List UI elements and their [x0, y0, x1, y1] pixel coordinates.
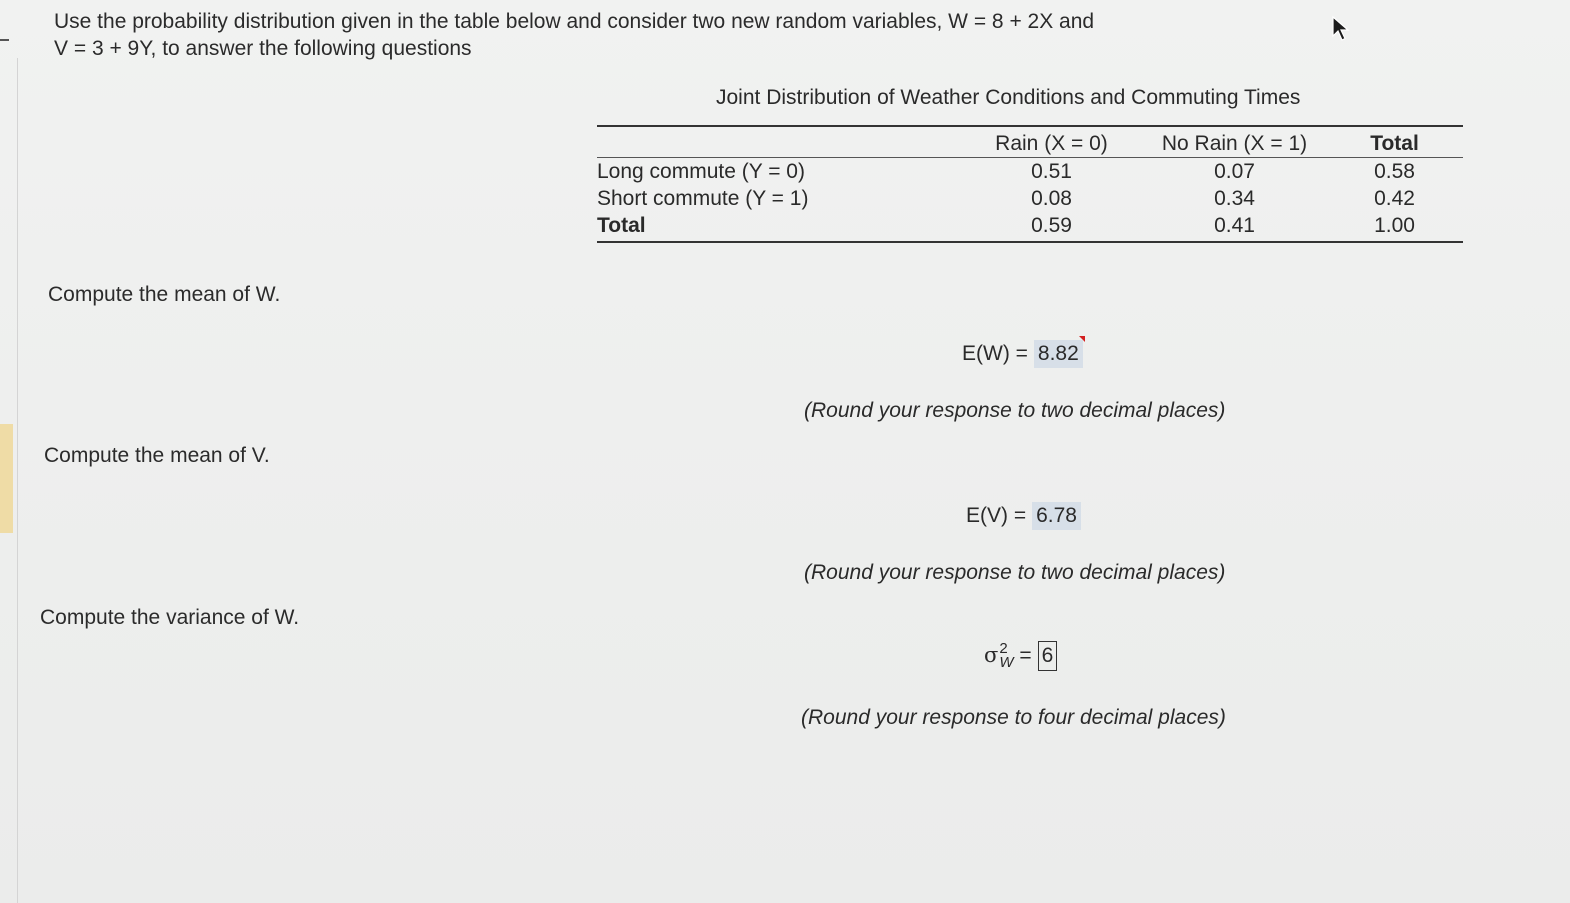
question-mean-v: Compute the mean of V.	[44, 444, 270, 467]
table-cell: 0.42	[1374, 187, 1415, 210]
variance-equals: =	[1019, 644, 1032, 667]
question-mean-w: Compute the mean of W.	[48, 283, 281, 306]
sigma-scripts	[999, 642, 1013, 670]
row-label-total: Total	[597, 214, 646, 237]
hint-two-decimals: (Round your response to two decimal places)	[804, 399, 1226, 422]
table-row-total	[597, 212, 1463, 239]
table-title: Joint Distribution of Weather Conditions and Commuting Times	[716, 86, 1301, 109]
table-cell: 0.07	[1214, 160, 1255, 183]
table-cell: 0.08	[1031, 187, 1072, 210]
table-cell: 1.00	[1374, 214, 1415, 237]
hint-four-decimals: (Round your response to four decimal places)	[801, 706, 1226, 729]
table-row	[597, 158, 1463, 185]
table-cell: 0.41	[1214, 214, 1255, 237]
mean-w-label: E(W) =	[962, 342, 1028, 365]
mouse-pointer-icon	[1331, 15, 1351, 43]
problem-line-1: Use the probability distribution given in the table below and consider two new random variables, W = 8 + 2X and	[54, 10, 1095, 33]
header-total: Total	[1370, 131, 1419, 155]
table-row	[597, 185, 1463, 212]
table-top-rule	[597, 125, 1463, 127]
header-blank	[597, 128, 960, 158]
sigma-superscript: 2	[999, 640, 1008, 658]
variance-w-value: 6	[1041, 644, 1054, 667]
table-cell: 0.58	[1374, 160, 1415, 183]
hint-two-decimals: (Round your response to two decimal places)	[804, 561, 1226, 584]
table-bottom-rule	[597, 241, 1463, 243]
sigma-subscript: W	[999, 654, 1014, 672]
left-divider	[17, 58, 18, 903]
mean-w-value: 8.82	[1037, 342, 1079, 365]
sigma-symbol: σ	[984, 643, 999, 667]
table-header-row	[597, 128, 1463, 158]
question-variance-w: Compute the variance of W.	[40, 606, 300, 629]
answer-mean-w	[962, 340, 1083, 368]
header-no-rain: No Rain (X = 1)	[1161, 131, 1308, 155]
mean-v-input[interactable]	[1032, 502, 1081, 530]
variance-w-input[interactable]	[1038, 641, 1058, 671]
left-edge-dash	[0, 39, 9, 41]
mean-v-label: E(V) =	[966, 504, 1027, 527]
table-cell: 0.34	[1214, 187, 1255, 210]
answer-variance-w	[984, 641, 1057, 671]
side-tab[interactable]	[0, 424, 13, 533]
problem-line-2: V = 3 + 9Y, to answer the following questions	[54, 37, 472, 60]
row-label-short-commute: Short commute (Y = 1)	[597, 187, 809, 210]
answer-mean-v	[966, 502, 1081, 530]
problem-statement	[54, 8, 1094, 62]
mean-w-input[interactable]	[1034, 340, 1083, 368]
row-label-long-commute: Long commute (Y = 0)	[597, 160, 805, 183]
table-cell: 0.51	[1031, 160, 1072, 183]
incorrect-corner-icon	[1079, 336, 1085, 342]
table-cell: 0.59	[1031, 214, 1072, 237]
header-rain: Rain (X = 0)	[995, 131, 1108, 155]
mean-v-value: 6.78	[1036, 504, 1077, 527]
joint-distribution-table	[597, 128, 1463, 239]
